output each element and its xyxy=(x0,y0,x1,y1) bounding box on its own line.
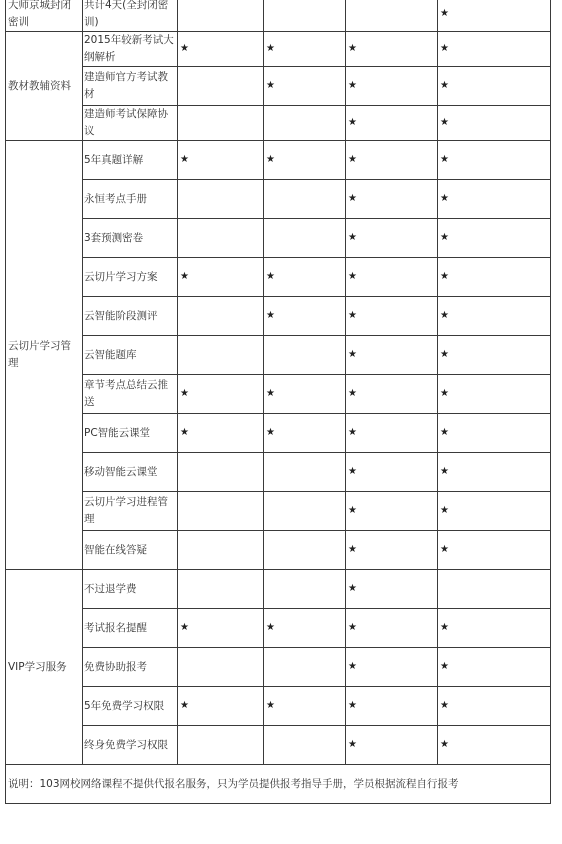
table-row xyxy=(6,687,551,726)
star-icon: ★ xyxy=(348,388,357,399)
package-1-cell xyxy=(178,297,264,336)
table-row xyxy=(6,180,551,219)
package-3-cell xyxy=(346,32,438,67)
package-2-cell xyxy=(264,453,346,492)
table-row xyxy=(6,648,551,687)
package-2-cell xyxy=(264,726,346,765)
star-icon: ★ xyxy=(440,310,449,321)
category-cell: 大师京城封闭密训 xyxy=(6,0,83,32)
package-2-cell xyxy=(264,375,346,414)
package-3-cell xyxy=(346,258,438,297)
package-2-cell xyxy=(264,531,346,570)
item-cell: 共计4天(全封闭密训) xyxy=(83,0,178,32)
category-cell: 教材教辅资料 xyxy=(6,32,83,141)
package-2-cell xyxy=(264,141,346,180)
item-cell: 免费协助报考 xyxy=(83,648,178,687)
package-2-cell xyxy=(264,648,346,687)
package-2-cell xyxy=(264,219,346,258)
package-1-cell xyxy=(178,32,264,67)
table-row xyxy=(6,67,551,106)
table-row xyxy=(6,219,551,258)
star-icon: ★ xyxy=(348,154,357,165)
star-icon: ★ xyxy=(440,505,449,516)
package-4-cell xyxy=(438,32,551,67)
package-3-cell xyxy=(346,106,438,141)
star-icon: ★ xyxy=(348,117,357,128)
package-2-cell xyxy=(264,687,346,726)
package-2-cell xyxy=(264,258,346,297)
note-row xyxy=(6,765,551,804)
table-row xyxy=(6,492,551,531)
package-4-cell xyxy=(438,726,551,765)
star-icon: ★ xyxy=(348,80,357,91)
star-icon: ★ xyxy=(348,43,357,54)
package-1-cell xyxy=(178,609,264,648)
package-1-cell xyxy=(178,258,264,297)
star-icon: ★ xyxy=(348,349,357,360)
table-row xyxy=(6,375,551,414)
item-cell: 5年免费学习权限 xyxy=(83,687,178,726)
table-row xyxy=(6,106,551,141)
package-1-cell xyxy=(178,106,264,141)
package-2-cell xyxy=(264,492,346,531)
package-1-cell xyxy=(178,531,264,570)
item-cell: 云切片学习进程管理 xyxy=(83,492,178,531)
package-3-cell xyxy=(346,180,438,219)
note-text: 说明：103网校网络课程不提供代报名服务，只为学员提供报考指导手册，学员根据流程自行报考 xyxy=(6,765,551,804)
star-icon: ★ xyxy=(348,739,357,750)
item-cell: 章节考点总结云推送 xyxy=(83,375,178,414)
item-cell: 考试报名提醒 xyxy=(83,609,178,648)
star-icon: ★ xyxy=(266,427,275,438)
package-3-cell xyxy=(346,570,438,609)
package-4-cell xyxy=(438,687,551,726)
table-row xyxy=(6,726,551,765)
category-cell: 云切片学习管理 xyxy=(6,141,83,570)
star-icon: ★ xyxy=(180,388,189,399)
star-icon: ★ xyxy=(440,544,449,555)
star-icon: ★ xyxy=(180,43,189,54)
package-1-cell xyxy=(178,492,264,531)
package-2-cell xyxy=(264,0,346,32)
package-1-cell xyxy=(178,0,264,32)
table-row xyxy=(6,609,551,648)
package-4-cell xyxy=(438,375,551,414)
item-cell: 2015年较新考试大纲解析 xyxy=(83,32,178,67)
package-1-cell xyxy=(178,336,264,375)
star-icon: ★ xyxy=(180,427,189,438)
package-4-cell xyxy=(438,648,551,687)
star-icon: ★ xyxy=(348,193,357,204)
package-3-cell xyxy=(346,67,438,106)
star-icon: ★ xyxy=(440,427,449,438)
package-4-cell xyxy=(438,180,551,219)
star-icon: ★ xyxy=(266,271,275,282)
package-4-cell xyxy=(438,609,551,648)
item-cell: PC智能云课堂 xyxy=(83,414,178,453)
star-icon: ★ xyxy=(440,271,449,282)
star-icon: ★ xyxy=(440,193,449,204)
package-4-cell xyxy=(438,141,551,180)
star-icon: ★ xyxy=(348,700,357,711)
star-icon: ★ xyxy=(440,388,449,399)
star-icon: ★ xyxy=(266,154,275,165)
item-cell: 终身免费学习权限 xyxy=(83,726,178,765)
package-4-cell xyxy=(438,531,551,570)
comparison-table-wrapper xyxy=(5,0,551,804)
table-row xyxy=(6,453,551,492)
star-icon: ★ xyxy=(348,661,357,672)
star-icon: ★ xyxy=(440,43,449,54)
package-1-cell xyxy=(178,687,264,726)
package-2-cell xyxy=(264,609,346,648)
package-1-cell xyxy=(178,219,264,258)
category-cell: VIP学习服务 xyxy=(6,570,83,765)
package-2-cell xyxy=(264,67,346,106)
table-row xyxy=(6,141,551,180)
package-3-cell xyxy=(346,492,438,531)
star-icon: ★ xyxy=(266,622,275,633)
package-2-cell xyxy=(264,336,346,375)
star-icon: ★ xyxy=(440,349,449,360)
package-3-cell xyxy=(346,531,438,570)
course-comparison-table xyxy=(5,0,551,804)
star-icon: ★ xyxy=(266,80,275,91)
package-3-cell xyxy=(346,375,438,414)
package-1-cell xyxy=(178,375,264,414)
item-cell: 不过退学费 xyxy=(83,570,178,609)
star-icon: ★ xyxy=(348,583,357,594)
star-icon: ★ xyxy=(440,154,449,165)
package-3-cell xyxy=(346,414,438,453)
star-icon: ★ xyxy=(440,739,449,750)
table-row xyxy=(6,414,551,453)
table-row xyxy=(6,570,551,609)
package-4-cell xyxy=(438,336,551,375)
table-body xyxy=(6,0,551,804)
package-4-cell xyxy=(438,219,551,258)
package-3-cell xyxy=(346,726,438,765)
package-1-cell xyxy=(178,453,264,492)
item-cell: 云切片学习方案 xyxy=(83,258,178,297)
table-row xyxy=(6,531,551,570)
package-4-cell xyxy=(438,492,551,531)
star-icon: ★ xyxy=(180,700,189,711)
star-icon: ★ xyxy=(440,8,449,19)
star-icon: ★ xyxy=(440,661,449,672)
star-icon: ★ xyxy=(180,271,189,282)
star-icon: ★ xyxy=(440,117,449,128)
star-icon: ★ xyxy=(266,310,275,321)
table-row xyxy=(6,32,551,67)
package-1-cell xyxy=(178,141,264,180)
package-4-cell xyxy=(438,453,551,492)
package-3-cell xyxy=(346,609,438,648)
star-icon: ★ xyxy=(180,622,189,633)
package-3-cell xyxy=(346,336,438,375)
star-icon: ★ xyxy=(440,80,449,91)
star-icon: ★ xyxy=(348,466,357,477)
star-icon: ★ xyxy=(348,427,357,438)
star-icon: ★ xyxy=(348,232,357,243)
package-4-cell xyxy=(438,414,551,453)
package-4-cell xyxy=(438,0,551,32)
package-2-cell xyxy=(264,414,346,453)
star-icon: ★ xyxy=(440,622,449,633)
item-cell: 建造师官方考试教材 xyxy=(83,67,178,106)
package-2-cell xyxy=(264,180,346,219)
star-icon: ★ xyxy=(348,310,357,321)
item-cell: 云智能题库 xyxy=(83,336,178,375)
star-icon: ★ xyxy=(266,43,275,54)
package-2-cell xyxy=(264,297,346,336)
star-icon: ★ xyxy=(348,622,357,633)
package-3-cell xyxy=(346,648,438,687)
package-2-cell xyxy=(264,32,346,67)
star-icon: ★ xyxy=(348,544,357,555)
star-icon: ★ xyxy=(266,388,275,399)
star-icon: ★ xyxy=(348,505,357,516)
package-1-cell xyxy=(178,414,264,453)
item-cell: 5年真题详解 xyxy=(83,141,178,180)
item-cell: 建造师考试保障协议 xyxy=(83,106,178,141)
item-cell: 永恒考点手册 xyxy=(83,180,178,219)
package-2-cell xyxy=(264,570,346,609)
package-3-cell xyxy=(346,219,438,258)
package-4-cell xyxy=(438,570,551,609)
package-1-cell xyxy=(178,570,264,609)
star-icon: ★ xyxy=(266,700,275,711)
item-cell: 移动智能云课堂 xyxy=(83,453,178,492)
package-3-cell xyxy=(346,453,438,492)
package-1-cell xyxy=(178,726,264,765)
package-4-cell xyxy=(438,67,551,106)
star-icon: ★ xyxy=(440,700,449,711)
package-3-cell xyxy=(346,297,438,336)
table-row xyxy=(6,0,551,32)
package-4-cell xyxy=(438,106,551,141)
package-3-cell xyxy=(346,0,438,32)
package-3-cell xyxy=(346,141,438,180)
package-2-cell xyxy=(264,106,346,141)
table-row xyxy=(6,336,551,375)
item-cell: 云智能阶段测评 xyxy=(83,297,178,336)
star-icon: ★ xyxy=(440,232,449,243)
package-4-cell xyxy=(438,297,551,336)
star-icon: ★ xyxy=(440,466,449,477)
package-1-cell xyxy=(178,67,264,106)
package-1-cell xyxy=(178,648,264,687)
item-cell: 3套预测密卷 xyxy=(83,219,178,258)
package-1-cell xyxy=(178,180,264,219)
package-3-cell xyxy=(346,687,438,726)
star-icon: ★ xyxy=(180,154,189,165)
table-row xyxy=(6,297,551,336)
star-icon: ★ xyxy=(348,271,357,282)
package-4-cell xyxy=(438,258,551,297)
item-cell: 智能在线答疑 xyxy=(83,531,178,570)
table-row xyxy=(6,258,551,297)
